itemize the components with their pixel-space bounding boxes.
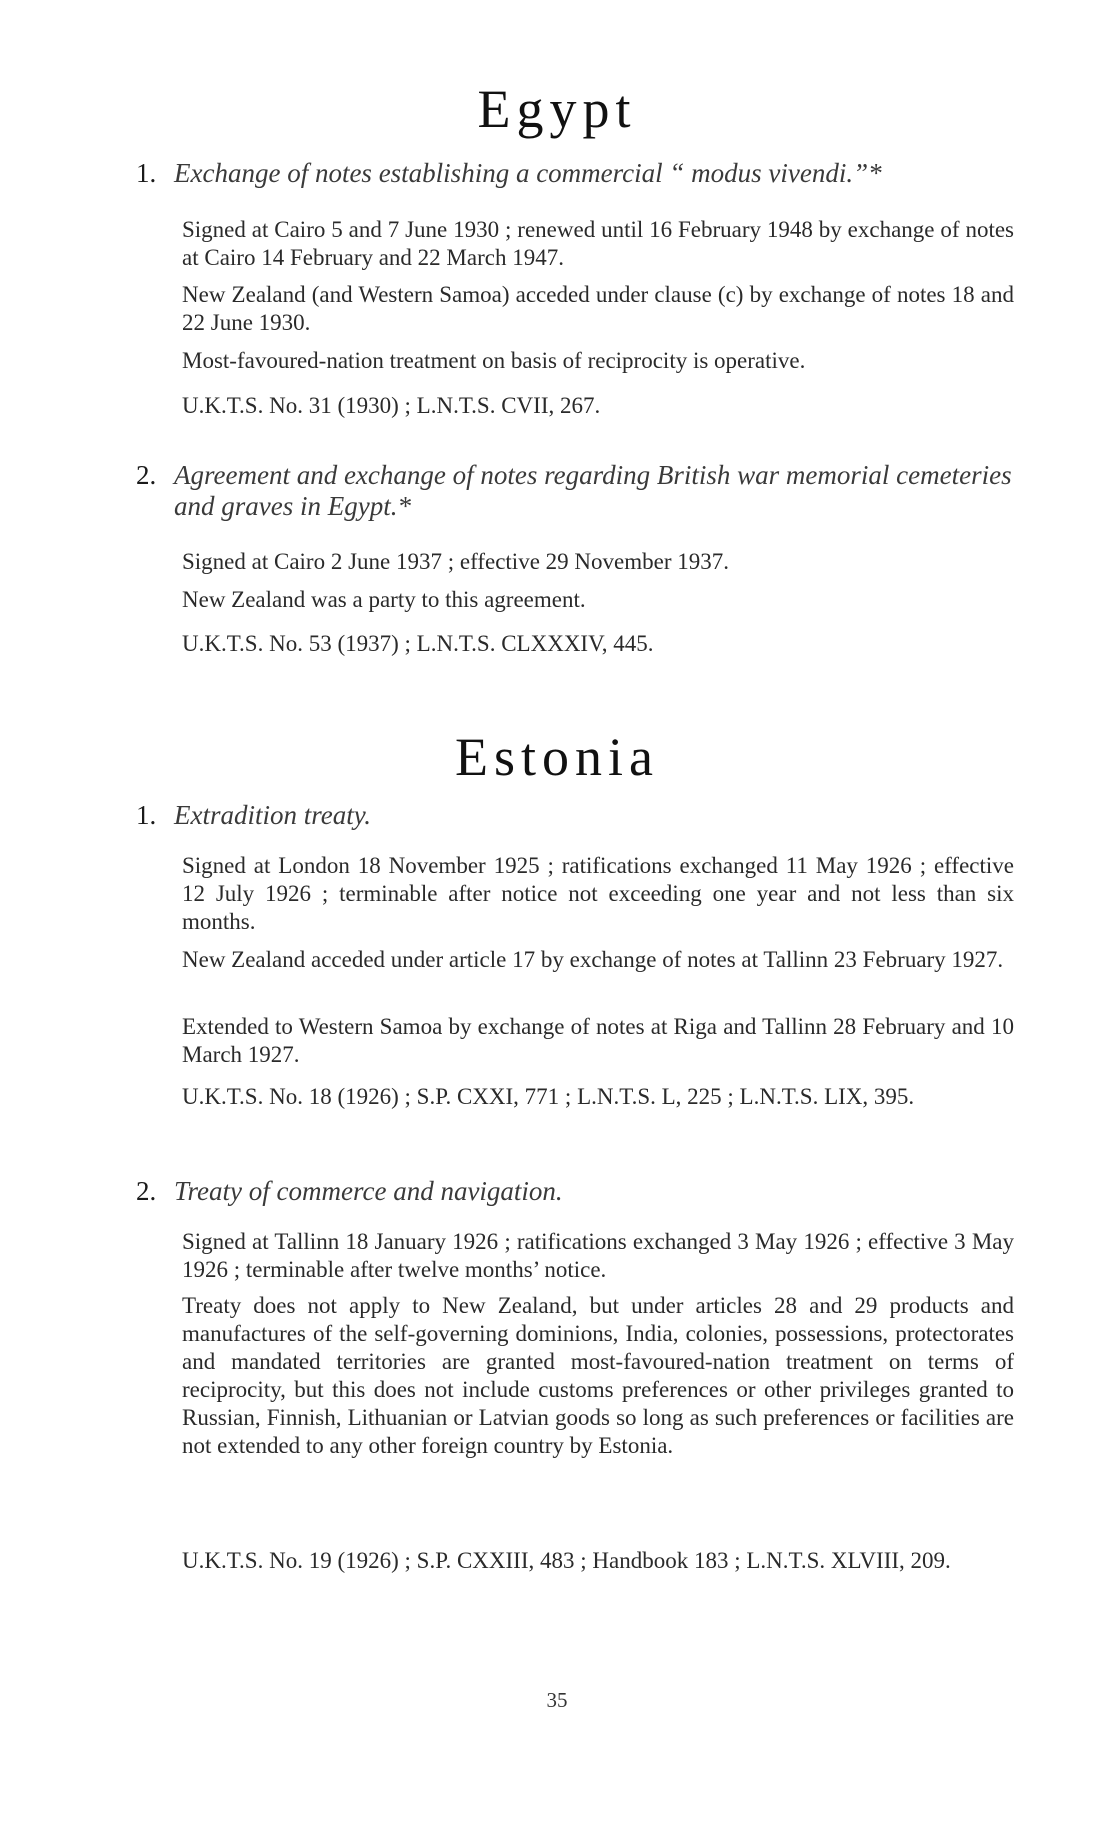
entry-heading bbox=[136, 800, 1016, 831]
entry-paragraph: Treaty does not apply to New Zealand, but under articles 28 and 29 products and manufactures of the self-governing dominions, India, colonies, possessions, protectorates and mandated territories are granted most-favoured-nation treatment on terms of reciprocity, but this does not include customs preferences or other privileges granted to Russian, Finnish, Lithuanian or Latvian goods so long as such preferences or facilities are not extended to any other foreign country by Estonia. bbox=[182, 1293, 1014, 1458]
page-number: 35 bbox=[546, 1688, 568, 1712]
entry-paragraph: Signed at Cairo 2 June 1937 ; effective 29 November 1937. bbox=[182, 549, 729, 574]
entry-paragraph: New Zealand acceded under article 17 by exchange of notes at Tallinn 23 February 1927. bbox=[182, 947, 1004, 972]
entry-paragraph: Signed at London 18 November 1925 ; ratifications exchanged 11 May 1926 ; effective 12 July 1926 ; terminable after notice not exceeding one year and not less than six months. bbox=[182, 853, 1014, 934]
entry-number: 2. bbox=[136, 460, 157, 490]
entry-paragraph: Extended to Western Samoa by exchange of notes at Riga and Tallinn 28 February and 10 March 1927. bbox=[182, 1014, 1014, 1067]
entry-title: Exchange of notes establishing a commercial “ modus vivendi.”* bbox=[174, 158, 882, 188]
entry-title: Treaty of commerce and navigation. bbox=[174, 1176, 563, 1206]
entry-heading bbox=[136, 158, 1016, 189]
reference-line: U.K.T.S. No. 18 (1926) ; S.P. CXXI, 771 ; L.N.T.S. L, 225 ; L.N.T.S. LIX, 395. bbox=[182, 1084, 915, 1109]
entry-title: Agreement and exchange of notes regarding British war memorial cemeteries and graves in Egypt.* bbox=[174, 460, 1012, 521]
entry-heading bbox=[136, 460, 1016, 522]
entry-number: 2. bbox=[136, 1176, 157, 1206]
entry-paragraph: New Zealand was a party to this agreement. bbox=[182, 587, 586, 612]
entry-paragraph: Signed at Tallinn 18 January 1926 ; ratifications exchanged 3 May 1926 ; effective 3 May 1926 ; terminable after twelve months’ notice. bbox=[182, 1229, 1014, 1282]
reference-line: U.K.T.S. No. 19 (1926) ; S.P. CXXIII, 483 ; Handbook 183 ; L.N.T.S. XLVIII, 209. bbox=[182, 1548, 951, 1573]
entry-title: Extradition treaty. bbox=[174, 800, 371, 830]
country-heading-egypt: Egypt bbox=[477, 79, 637, 139]
country-heading-estonia: Estonia bbox=[455, 727, 659, 787]
reference-line: U.K.T.S. No. 53 (1937) ; L.N.T.S. CLXXXIV, 445. bbox=[182, 631, 654, 656]
reference-line: U.K.T.S. No. 31 (1930) ; L.N.T.S. CVII, 267. bbox=[182, 393, 601, 418]
entry-number: 1. bbox=[136, 158, 157, 188]
entry-number: 1. bbox=[136, 800, 157, 830]
entry-heading bbox=[136, 1176, 1016, 1207]
entry-paragraph: Most-favoured-nation treatment on basis of reciprocity is operative. bbox=[182, 348, 806, 373]
entry-paragraph: New Zealand (and Western Samoa) acceded under clause (c) by exchange of notes 18 and 22 June 1930. bbox=[182, 282, 1014, 335]
entry-paragraph: Signed at Cairo 5 and 7 June 1930 ; renewed until 16 February 1948 by exchange of notes at Cairo 14 February and 22 March 1947. bbox=[182, 217, 1014, 270]
